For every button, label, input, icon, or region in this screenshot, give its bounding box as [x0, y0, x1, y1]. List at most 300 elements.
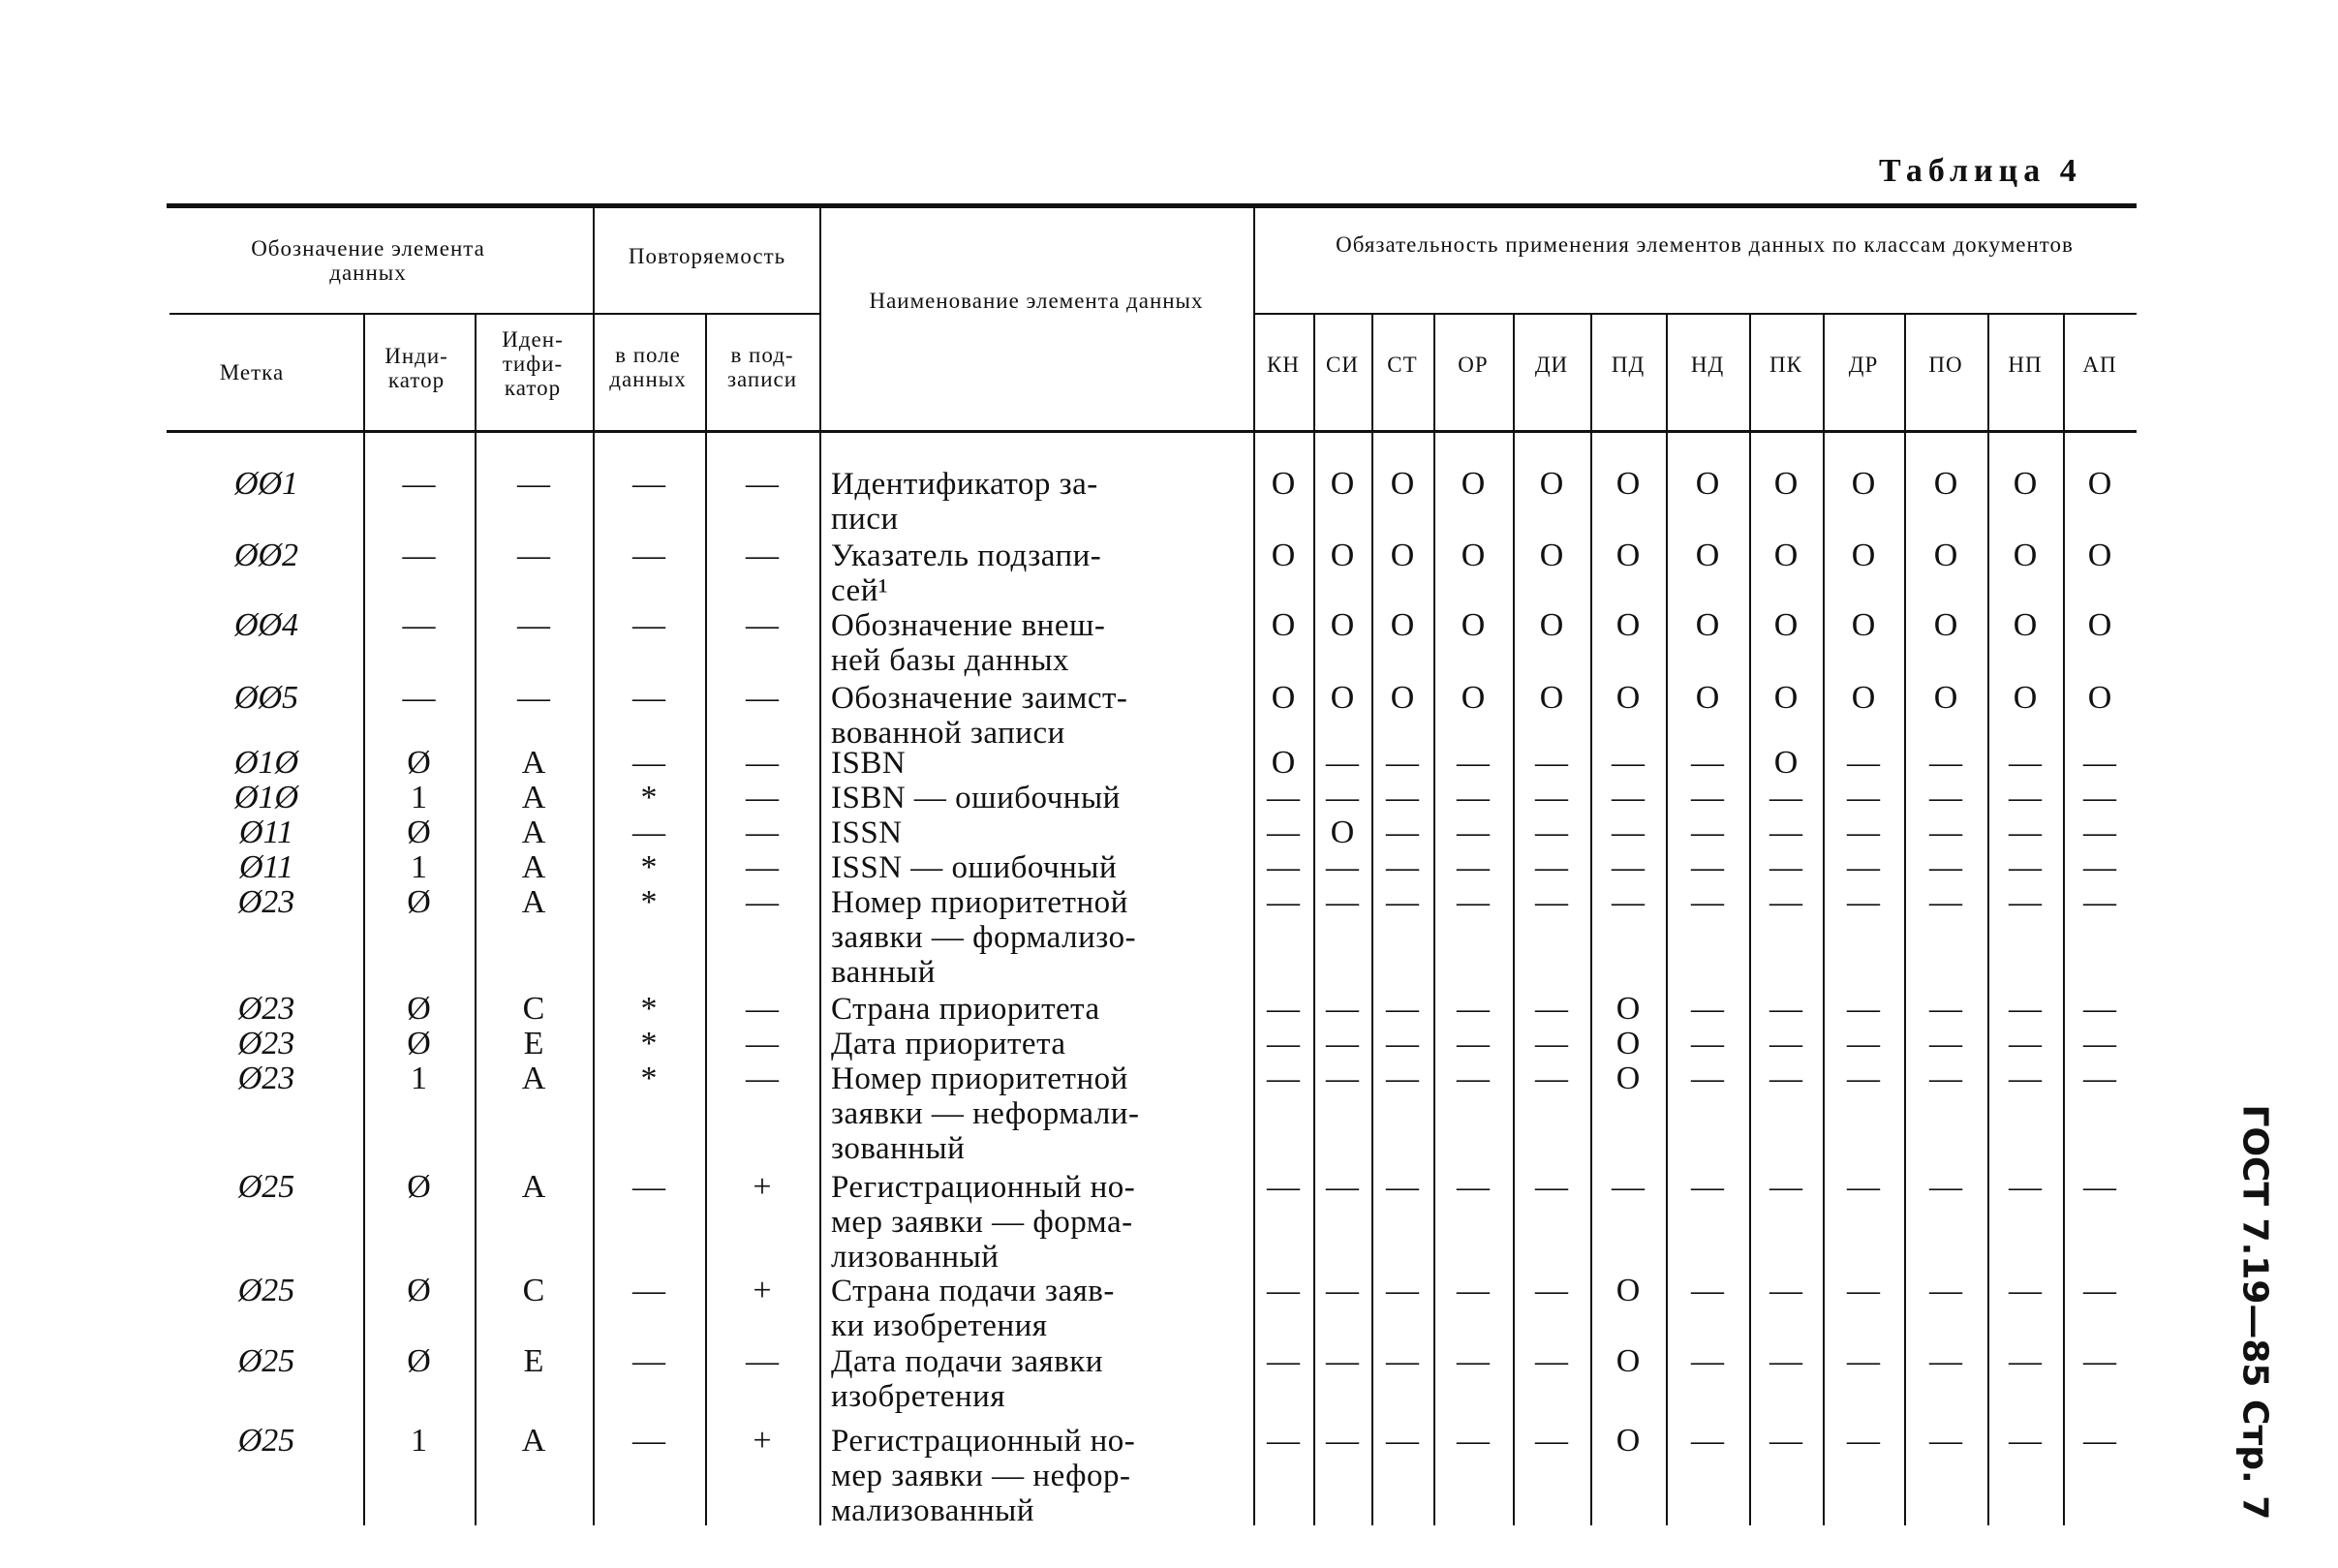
- row-class-value: —: [1386, 884, 1419, 920]
- row-class-value: —: [2009, 1343, 2042, 1379]
- row-element-name: Страна подачи заяв- ки изобретения: [831, 1274, 1115, 1343]
- row-indicator: Ø: [407, 991, 431, 1027]
- row-indicator: Ø: [407, 815, 431, 850]
- row-class-value: —: [1386, 1026, 1419, 1061]
- row-identifier: С: [522, 1273, 545, 1308]
- row-class-value: —: [1386, 1343, 1419, 1379]
- row-class-value: О: [1851, 607, 1876, 643]
- row-repeat-field: *: [640, 849, 658, 885]
- row-class-value: —: [2083, 991, 2116, 1027]
- row-repeat-subrecord: —: [746, 607, 779, 643]
- row-class-value: О: [2087, 538, 2112, 573]
- row-tag: Ø25: [237, 1169, 295, 1205]
- row-class-value: —: [1386, 780, 1419, 815]
- row-identifier: А: [521, 884, 546, 920]
- row-class-value: О: [1933, 680, 1958, 716]
- row-repeat-field: *: [640, 1061, 658, 1096]
- header-tag: Метка: [219, 360, 285, 384]
- header-identifier: Иден-тифи-катор: [502, 327, 564, 400]
- row-indicator: Ø: [407, 1343, 431, 1379]
- row-class-value: —: [2009, 991, 2042, 1027]
- header-obligation: Обязательность применения элементов данных по классам документов: [1336, 232, 2074, 257]
- row-class-value: —: [1457, 780, 1490, 815]
- row-tag: ØØ1: [233, 466, 299, 502]
- row-tag: Ø25: [237, 1273, 295, 1308]
- row-repeat-field: *: [640, 1026, 658, 1061]
- row-identifier: А: [521, 1169, 546, 1205]
- row-class-value: О: [1615, 1061, 1641, 1096]
- header-class-12: АП: [2082, 353, 2117, 377]
- row-indicator: —: [402, 607, 436, 643]
- row-indicator: —: [402, 466, 436, 502]
- header-class-1: КН: [1267, 353, 1300, 377]
- row-class-value: —: [1691, 884, 1724, 920]
- row-class-value: —: [1535, 815, 1568, 850]
- row-class-value: —: [1326, 745, 1359, 781]
- header-class-11: НП: [2008, 353, 2043, 377]
- row-indicator: 1: [411, 780, 427, 815]
- row-class-value: О: [1773, 538, 1799, 573]
- header-bottom-rule: [167, 430, 2137, 433]
- row-class-value: О: [2087, 680, 2112, 716]
- row-class-value: —: [1457, 1026, 1490, 1061]
- row-element-name: Обозначение заимст- вованной записи: [831, 681, 1128, 751]
- col-rule-name: [819, 208, 821, 1525]
- row-class-value: О: [1615, 991, 1641, 1027]
- row-class-value: —: [1847, 1169, 1880, 1205]
- row-class-value: О: [1271, 745, 1296, 781]
- row-class-value: —: [1847, 991, 1880, 1027]
- row-class-value: —: [1457, 1343, 1490, 1379]
- header-class-8: ПК: [1769, 353, 1802, 377]
- row-class-value: О: [1390, 680, 1415, 716]
- header-rule-designation: [169, 313, 593, 315]
- row-class-value: —: [1326, 780, 1359, 815]
- row-indicator: —: [402, 538, 436, 573]
- row-class-value: О: [1695, 466, 1720, 502]
- row-class-value: —: [1769, 1423, 1802, 1459]
- row-class-value: —: [2083, 849, 2116, 885]
- row-class-value: О: [1330, 607, 1355, 643]
- row-tag: Ø23: [237, 1026, 295, 1061]
- row-class-value: —: [1691, 1343, 1724, 1379]
- row-element-name: ISBN — ошибочный: [831, 781, 1121, 815]
- row-identifier: Е: [523, 1026, 544, 1061]
- header-repeatability: Повторяемость: [628, 244, 786, 268]
- row-class-value: —: [1929, 1026, 1962, 1061]
- row-class-value: —: [1929, 1273, 1962, 1308]
- row-class-value: О: [1271, 466, 1296, 502]
- row-indicator: Ø: [407, 745, 431, 781]
- row-repeat-subrecord: —: [746, 849, 779, 885]
- row-class-value: —: [1267, 991, 1300, 1027]
- row-class-value: О: [1271, 538, 1296, 573]
- row-indicator: —: [402, 680, 436, 716]
- row-class-value: —: [1691, 1061, 1724, 1096]
- row-repeat-subrecord: —: [746, 815, 779, 850]
- row-element-name: Дата подачи заявки изобретения: [831, 1344, 1103, 1414]
- row-class-value: —: [2083, 780, 2116, 815]
- row-identifier: С: [522, 991, 545, 1027]
- row-class-value: О: [2087, 466, 2112, 502]
- row-class-value: —: [1929, 815, 1962, 850]
- row-indicator: Ø: [407, 884, 431, 920]
- row-class-value: —: [1612, 884, 1645, 920]
- row-repeat-field: —: [632, 1273, 665, 1308]
- row-class-value: —: [1535, 884, 1568, 920]
- header-designation: Обозначение элемента данных: [251, 236, 485, 285]
- row-class-value: —: [1535, 1343, 1568, 1379]
- row-repeat-field: —: [632, 1423, 665, 1459]
- row-class-value: —: [1326, 884, 1359, 920]
- row-repeat-subrecord: —: [746, 780, 779, 815]
- row-class-value: —: [1847, 780, 1880, 815]
- row-class-value: —: [1929, 1169, 1962, 1205]
- row-class-value: —: [2009, 1423, 2042, 1459]
- row-class-value: —: [1847, 1273, 1880, 1308]
- row-class-value: —: [2009, 745, 2042, 781]
- row-repeat-field: —: [632, 1343, 665, 1379]
- row-tag: ØØ2: [233, 538, 299, 573]
- row-class-value: —: [2083, 884, 2116, 920]
- row-class-value: О: [1615, 607, 1641, 643]
- row-class-value: —: [1535, 780, 1568, 815]
- row-class-value: —: [1267, 780, 1300, 815]
- row-identifier: А: [521, 849, 546, 885]
- row-class-value: О: [1539, 466, 1564, 502]
- row-class-value: —: [2083, 1061, 2116, 1096]
- row-class-value: —: [1535, 849, 1568, 885]
- row-element-name: Номер приоритетной заявки — формализо- ванный: [831, 885, 1137, 990]
- row-repeat-field: —: [632, 745, 665, 781]
- row-class-value: —: [1386, 849, 1419, 885]
- row-class-value: —: [1929, 849, 1962, 885]
- row-class-value: —: [1386, 1169, 1419, 1205]
- row-class-value: О: [1695, 538, 1720, 573]
- row-class-value: —: [2083, 1423, 2116, 1459]
- row-identifier: А: [521, 815, 546, 850]
- row-indicator: 1: [411, 1423, 427, 1459]
- row-class-value: —: [1691, 991, 1724, 1027]
- row-repeat-subrecord: —: [746, 538, 779, 573]
- header-in-subrecord: в под-записи: [726, 343, 798, 391]
- row-repeat-subrecord: —: [746, 1343, 779, 1379]
- row-class-value: —: [2083, 1026, 2116, 1061]
- row-class-value: —: [1847, 1026, 1880, 1061]
- row-class-value: —: [1929, 1423, 1962, 1459]
- row-class-value: О: [1461, 680, 1486, 716]
- row-class-value: О: [2087, 607, 2112, 643]
- row-class-value: —: [1386, 1061, 1419, 1096]
- header-class-7: НД: [1690, 353, 1725, 377]
- row-repeat-field: *: [640, 884, 658, 920]
- row-class-value: —: [1267, 849, 1300, 885]
- row-class-value: —: [2009, 780, 2042, 815]
- row-class-value: —: [1457, 1061, 1490, 1096]
- row-class-value: —: [1847, 849, 1880, 885]
- row-class-value: —: [1929, 884, 1962, 920]
- row-class-value: —: [1847, 745, 1880, 781]
- row-class-value: —: [1691, 1026, 1724, 1061]
- row-class-value: О: [1615, 680, 1641, 716]
- row-repeat-subrecord: +: [753, 1169, 772, 1205]
- row-identifier: Е: [523, 1343, 544, 1379]
- row-class-value: О: [2013, 680, 2038, 716]
- row-repeat-field: —: [632, 466, 665, 502]
- row-class-value: —: [1457, 815, 1490, 850]
- row-class-value: —: [1769, 991, 1802, 1027]
- row-class-value: О: [1539, 680, 1564, 716]
- row-class-value: —: [1769, 780, 1802, 815]
- row-element-name: ISSN — ошибочный: [831, 850, 1118, 885]
- row-class-value: —: [1612, 780, 1645, 815]
- row-repeat-field: —: [632, 680, 665, 716]
- row-class-value: —: [1326, 1423, 1359, 1459]
- row-class-value: О: [1615, 466, 1641, 502]
- row-class-value: О: [1271, 680, 1296, 716]
- header-in-field: в поле данных: [609, 343, 687, 391]
- header-class-5: ДИ: [1534, 353, 1569, 377]
- row-identifier: А: [521, 745, 546, 781]
- row-class-value: —: [2009, 849, 2042, 885]
- row-repeat-subrecord: —: [746, 1026, 779, 1061]
- row-tag: Ø25: [237, 1343, 295, 1379]
- row-class-value: —: [1929, 745, 1962, 781]
- row-class-value: —: [1326, 1061, 1359, 1096]
- row-class-value: —: [2009, 815, 2042, 850]
- header-class-6: ПД: [1611, 353, 1646, 377]
- row-class-value: —: [2009, 1169, 2042, 1205]
- row-indicator: 1: [411, 1061, 427, 1096]
- row-tag: Ø25: [237, 1423, 295, 1459]
- row-tag: Ø1Ø: [233, 745, 299, 781]
- row-class-value: О: [2013, 538, 2038, 573]
- row-class-value: —: [1267, 1026, 1300, 1061]
- row-class-value: —: [2083, 815, 2116, 850]
- header-class-2: СИ: [1326, 353, 1359, 377]
- row-identifier: —: [517, 466, 550, 502]
- row-repeat-field: —: [632, 1169, 665, 1205]
- row-class-value: —: [2083, 745, 2116, 781]
- row-repeat-field: *: [640, 780, 658, 815]
- row-class-value: О: [1330, 680, 1355, 716]
- row-class-value: —: [2083, 1343, 2116, 1379]
- row-identifier: А: [521, 1423, 546, 1459]
- row-class-value: О: [1461, 607, 1486, 643]
- header-element-name: Наименование элемента данных: [869, 289, 1204, 313]
- row-class-value: О: [1933, 607, 1958, 643]
- row-class-value: —: [1386, 1423, 1419, 1459]
- row-repeat-subrecord: —: [746, 466, 779, 502]
- row-class-value: О: [1773, 745, 1799, 781]
- header-class-4: ОР: [1458, 353, 1489, 377]
- row-element-name: Регистрационный но- мер заявки — нефор- мализованный: [831, 1424, 1136, 1528]
- row-class-value: —: [1267, 1423, 1300, 1459]
- row-class-value: О: [1851, 466, 1876, 502]
- row-class-value: О: [1851, 538, 1876, 573]
- row-class-value: —: [1326, 1026, 1359, 1061]
- row-identifier: —: [517, 607, 550, 643]
- row-class-value: О: [1933, 538, 1958, 573]
- row-repeat-field: —: [632, 815, 665, 850]
- row-class-value: О: [1461, 538, 1486, 573]
- row-class-value: —: [1691, 1273, 1724, 1308]
- row-class-value: О: [1615, 1026, 1641, 1061]
- row-indicator: Ø: [407, 1273, 431, 1308]
- row-repeat-subrecord: +: [753, 1423, 772, 1459]
- row-identifier: —: [517, 680, 550, 716]
- row-class-value: —: [1769, 1061, 1802, 1096]
- row-class-value: —: [1457, 745, 1490, 781]
- row-repeat-subrecord: +: [753, 1273, 772, 1308]
- row-class-value: —: [1535, 1026, 1568, 1061]
- row-class-value: —: [1535, 991, 1568, 1027]
- row-class-value: —: [1691, 1423, 1724, 1459]
- row-class-value: —: [1535, 1423, 1568, 1459]
- row-class-value: —: [2083, 1169, 2116, 1205]
- row-class-value: —: [1267, 1169, 1300, 1205]
- row-tag: Ø11: [238, 849, 294, 885]
- row-identifier: —: [517, 538, 550, 573]
- row-class-value: —: [1769, 849, 1802, 885]
- row-element-name: ISSN: [831, 815, 903, 850]
- row-element-name: Регистрационный но- мер заявки — форма- лизованный: [831, 1170, 1136, 1275]
- row-class-value: —: [1612, 849, 1645, 885]
- row-class-value: —: [1326, 1343, 1359, 1379]
- header-class-10: ПО: [1928, 353, 1963, 377]
- row-class-value: —: [1847, 884, 1880, 920]
- row-repeat-subrecord: —: [746, 1061, 779, 1096]
- row-class-value: —: [1929, 780, 1962, 815]
- row-repeat-field: *: [640, 991, 658, 1027]
- row-class-value: —: [1769, 1026, 1802, 1061]
- row-identifier: А: [521, 1061, 546, 1096]
- row-identifier: А: [521, 780, 546, 815]
- row-class-value: —: [1267, 884, 1300, 920]
- row-class-value: —: [2009, 1273, 2042, 1308]
- row-class-value: —: [2009, 884, 2042, 920]
- row-class-value: —: [1386, 1273, 1419, 1308]
- row-class-value: —: [1612, 745, 1645, 781]
- row-class-value: —: [1386, 815, 1419, 850]
- row-tag: Ø23: [237, 991, 295, 1027]
- side-running-head-text: ГОСТ 7.19—85 Стр. 7: [2234, 1104, 2275, 1521]
- header-class-3: СТ: [1387, 353, 1418, 377]
- row-class-value: —: [1267, 815, 1300, 850]
- row-class-value: —: [1691, 815, 1724, 850]
- row-class-value: —: [1326, 991, 1359, 1027]
- row-class-value: —: [1535, 1273, 1568, 1308]
- row-class-value: —: [1326, 1273, 1359, 1308]
- row-class-value: —: [1769, 815, 1802, 850]
- row-repeat-field: —: [632, 538, 665, 573]
- header-rule-obligation: [1253, 313, 2137, 315]
- row-element-name: Страна приоритета: [831, 992, 1100, 1027]
- row-indicator: Ø: [407, 1026, 431, 1061]
- row-class-value: —: [1535, 745, 1568, 781]
- row-class-value: —: [1267, 1343, 1300, 1379]
- row-class-value: —: [1267, 1061, 1300, 1096]
- row-class-value: О: [1390, 538, 1415, 573]
- row-repeat-subrecord: —: [746, 680, 779, 716]
- row-class-value: О: [1695, 607, 1720, 643]
- row-indicator: 1: [411, 849, 427, 885]
- row-class-value: О: [1390, 466, 1415, 502]
- row-class-value: —: [2009, 1061, 2042, 1096]
- row-indicator: Ø: [407, 1169, 431, 1205]
- row-class-value: —: [1691, 1169, 1724, 1205]
- row-class-value: О: [1773, 466, 1799, 502]
- row-class-value: О: [1539, 607, 1564, 643]
- row-class-value: —: [2083, 1273, 2116, 1308]
- row-repeat-subrecord: —: [746, 991, 779, 1027]
- row-tag: Ø1Ø: [233, 780, 299, 815]
- row-class-value: —: [1457, 1423, 1490, 1459]
- row-tag: ØØ5: [233, 680, 299, 716]
- row-class-value: О: [1539, 538, 1564, 573]
- header-indicator: Инди-катор: [385, 344, 448, 392]
- row-class-value: —: [1457, 991, 1490, 1027]
- row-class-value: О: [1615, 538, 1641, 573]
- header-class-9: ДР: [1848, 353, 1879, 377]
- table-top-rule: [167, 203, 2137, 208]
- row-class-value: —: [1769, 1169, 1802, 1205]
- row-class-value: О: [1330, 538, 1355, 573]
- row-class-value: О: [1330, 466, 1355, 502]
- row-class-value: О: [1773, 607, 1799, 643]
- row-class-value: О: [1615, 1273, 1641, 1308]
- row-class-value: О: [1933, 466, 1958, 502]
- row-tag: Ø11: [238, 815, 294, 850]
- row-class-value: О: [1695, 680, 1720, 716]
- row-class-value: —: [1929, 1061, 1962, 1096]
- row-class-value: —: [1612, 1169, 1645, 1205]
- row-class-value: —: [1457, 884, 1490, 920]
- row-class-value: О: [1330, 815, 1355, 850]
- row-tag: Ø23: [237, 1061, 295, 1096]
- row-element-name: Дата приоритета: [831, 1027, 1066, 1061]
- table-caption: Таблица 4: [1879, 153, 2082, 189]
- row-class-value: О: [1271, 607, 1296, 643]
- row-class-value: —: [1929, 991, 1962, 1027]
- row-element-name: Указатель подзапи- сей¹: [831, 538, 1102, 608]
- row-element-name: ISBN: [831, 746, 907, 781]
- row-class-value: —: [1847, 815, 1880, 850]
- row-class-value: —: [1535, 1169, 1568, 1205]
- side-running-head: [2234, 1104, 2275, 1530]
- row-element-name: Идентификатор за- писи: [831, 467, 1098, 537]
- row-element-name: Обозначение внеш- ней базы данных: [831, 608, 1106, 678]
- row-class-value: —: [1386, 991, 1419, 1027]
- row-class-value: —: [1691, 849, 1724, 885]
- row-class-value: О: [1773, 680, 1799, 716]
- row-class-value: —: [1691, 745, 1724, 781]
- row-class-value: —: [1326, 1169, 1359, 1205]
- row-repeat-field: —: [632, 607, 665, 643]
- row-tag: ØØ4: [233, 607, 299, 643]
- row-class-value: —: [2009, 1026, 2042, 1061]
- row-class-value: —: [1769, 1273, 1802, 1308]
- row-class-value: —: [1267, 1273, 1300, 1308]
- row-class-value: —: [1847, 1423, 1880, 1459]
- row-class-value: О: [1615, 1343, 1641, 1379]
- row-element-name: Номер приоритетной заявки — неформали- зованный: [831, 1061, 1140, 1166]
- row-class-value: —: [1691, 780, 1724, 815]
- row-class-value: О: [2013, 607, 2038, 643]
- row-repeat-subrecord: —: [746, 884, 779, 920]
- row-tag: Ø23: [237, 884, 295, 920]
- row-class-value: —: [1847, 1343, 1880, 1379]
